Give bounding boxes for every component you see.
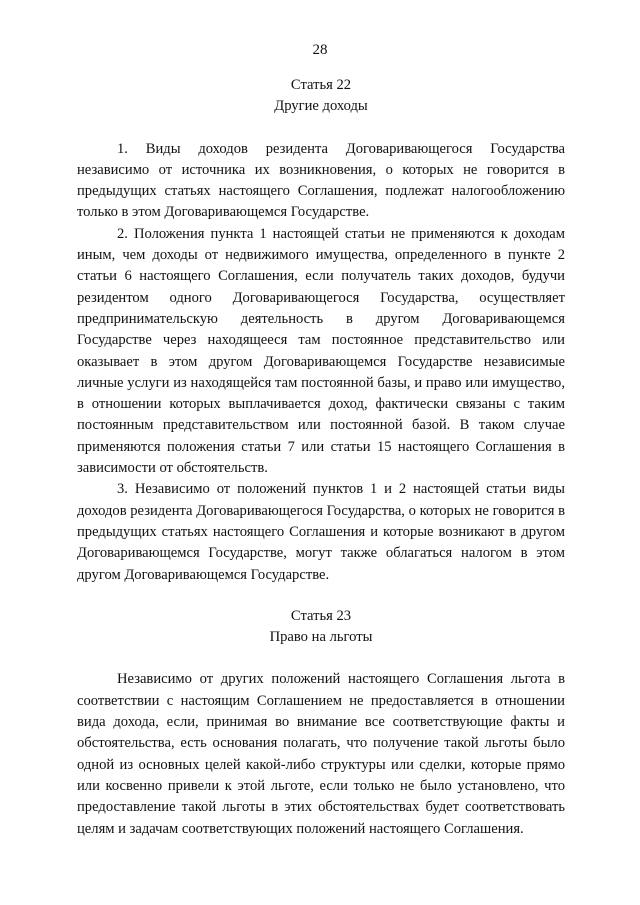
page-number: 28 — [312, 42, 328, 58]
document-body — [77, 75, 565, 840]
article-22-title: Другие доходы — [274, 98, 368, 115]
spacer — [77, 586, 565, 606]
article-23-heading — [77, 606, 565, 649]
article-23-title: Право на льготы — [269, 629, 373, 646]
article-22-paragraph-3: 3. Независимо от положений пунктов 1 и 2 настоящей статьи виды доходов резидента Договаривающегося Государства, о которых не говорится в предыдущих статьях настоящего Соглашения и которые возникают в другом Договаривающемся Государстве, могут также облагаться налогом в этом другом Договаривающемся Государстве. — [77, 481, 565, 583]
article-22-paragraph-2: 2. Положения пункта 1 настоящей статьи не применяются к доходам иным, чем доходы от недвижимого имущества, определенного в пункте 2 статьи 6 настоящего Соглашения, если получатель таких доходов, будучи резидентом одного Договаривающегося Государства, осуществляет предпринимательскую деятельность в другом Договаривающемся Государстве через находящееся там постоянное представительство или оказывает в этом другом Договаривающемся Государстве независимые личные услуги из находящейся там постоянной базы, и право или имущество, в отношении которых выплачивается доход, фактически связаны с таким постоянным представительством или постоянной базой. В таком случае применяются положения статьи 7 или статьи 15 настоящего Соглашения в зависимости от обстоятельств. — [77, 225, 565, 477]
spacer — [77, 118, 565, 139]
article-22-heading — [77, 75, 565, 118]
spacer — [77, 648, 565, 669]
article-23-paragraph-1: Независимо от других положений настоящего Соглашения льгота в соответствии с настоящим Соглашением не предоставляется в отношении вида дохода, если, принимая во внимание все соответствующие факты и обстоятельства, есть основания полагать, что получение такой льготы было одной из основных целей какой-либо структуры или сделки, которые прямо или косвенно привели к этой льготе, если только не было установлено, что предоставление такой льготы в этих обстоятельствах будет соответствовать целям и задачам соответствующих положений настоящего Соглашения. — [77, 671, 565, 837]
article-22-number: Статья 22 — [290, 77, 352, 93]
article-22-paragraph-1: 1. Виды доходов резидента Договаривающегося Государства независимо от источника их возникновения, о которых не говорится в предыдущих статьях настоящего Соглашения, подлежат налогообложению только в этом Договаривающемся Государстве. — [77, 140, 565, 221]
article-23-number: Статья 23 — [290, 607, 352, 624]
